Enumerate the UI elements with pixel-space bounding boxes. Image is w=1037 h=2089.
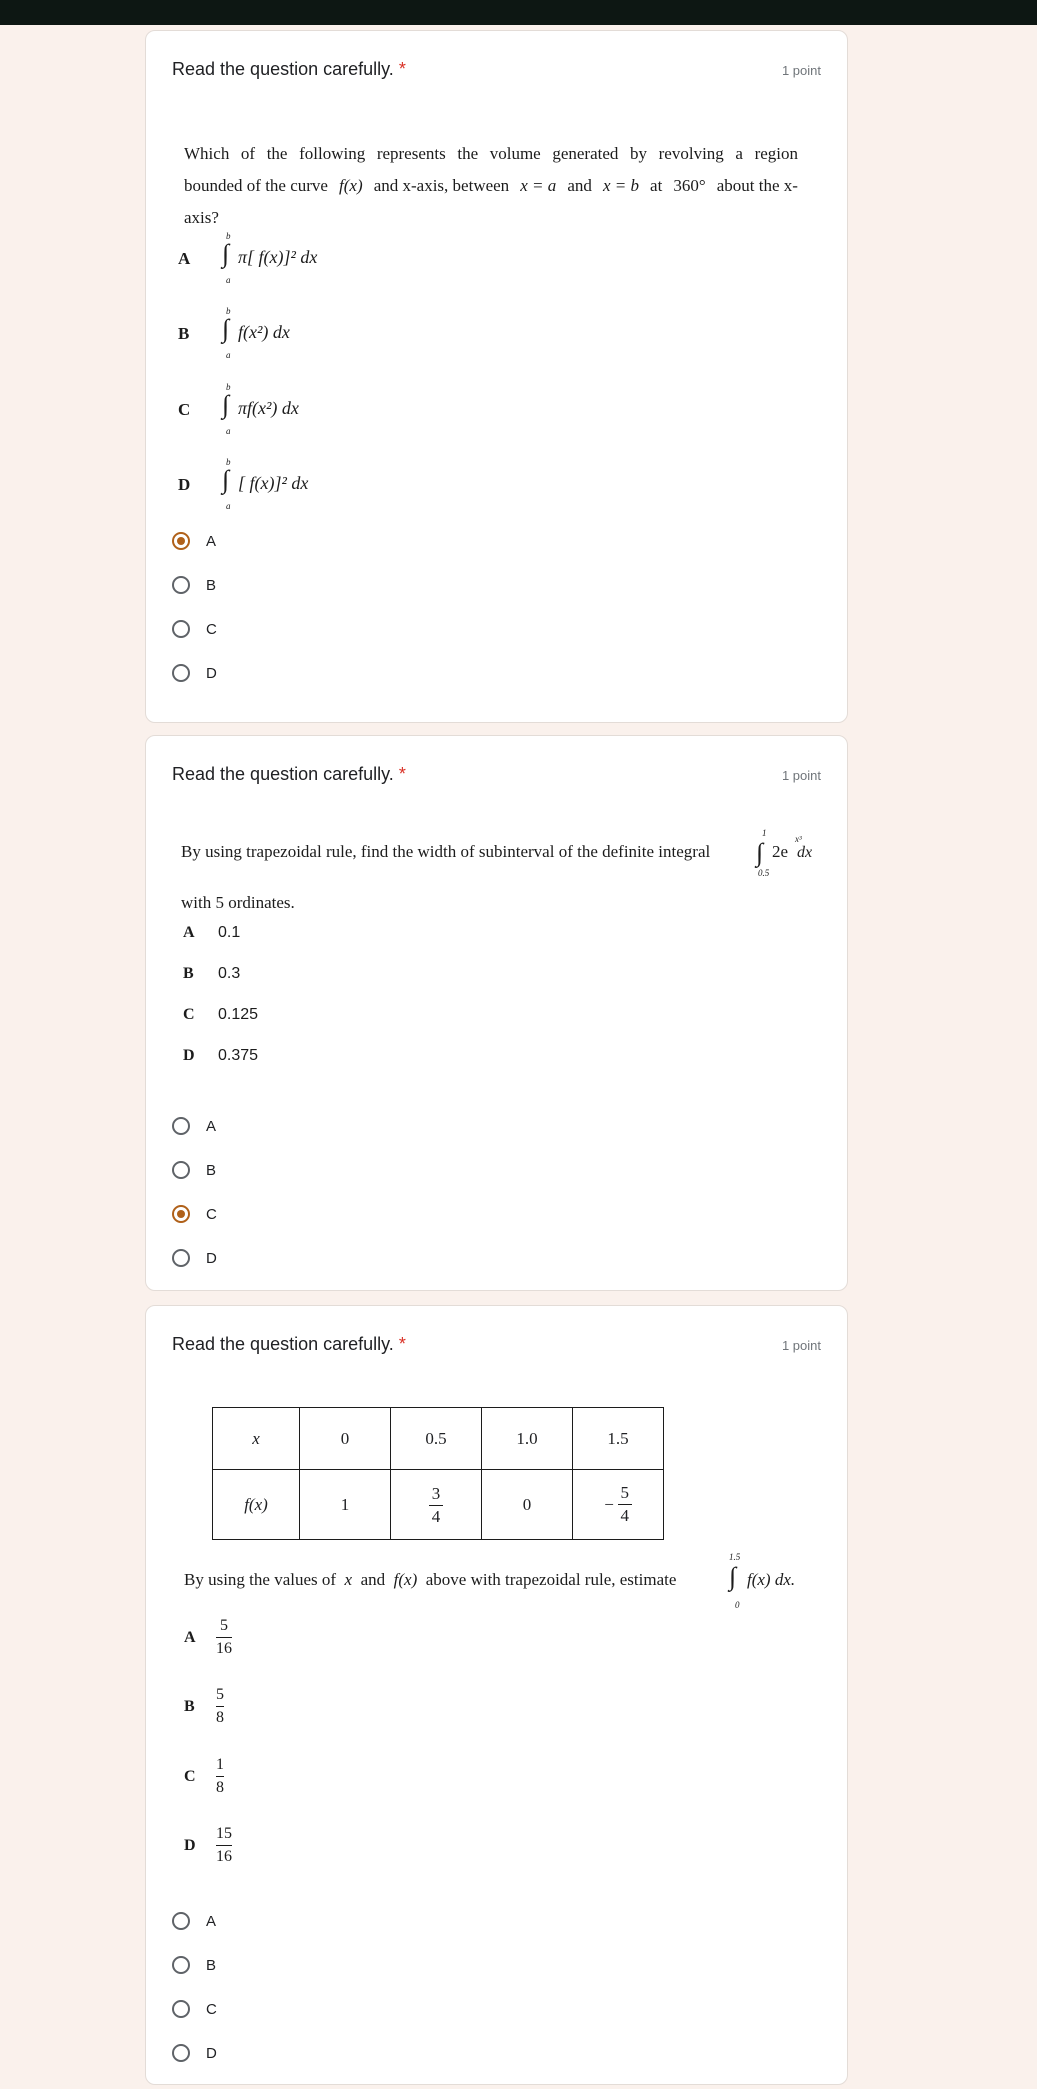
radio-choice-b[interactable]: B bbox=[172, 1155, 216, 1185]
required-asterisk: * bbox=[398, 59, 406, 79]
radio-button[interactable] bbox=[172, 1912, 190, 1930]
option-d: D 15 16 bbox=[184, 1825, 232, 1865]
radio-button[interactable] bbox=[172, 1205, 190, 1223]
radio-choice-c[interactable]: C bbox=[172, 1199, 217, 1229]
option-b: B 0.3 bbox=[183, 965, 241, 982]
option-d: D 0.375 bbox=[183, 1047, 259, 1064]
required-asterisk: * bbox=[398, 1334, 406, 1354]
question-text: Which of the following represents the volume generated by revolving a region bounded of the curve f(x) and x-axis, between x = a and x = b at 360° about the x- axis? bbox=[184, 144, 798, 227]
radio-choice-a[interactable]: A bbox=[172, 526, 216, 556]
radio-button[interactable] bbox=[172, 664, 190, 682]
option-c: C 0.125 bbox=[183, 1006, 259, 1023]
radio-choice-a[interactable]: A bbox=[172, 1906, 216, 1936]
option-a: A 0.1 bbox=[183, 924, 241, 941]
radio-choice-d[interactable]: D bbox=[172, 2038, 217, 2068]
option-c: C b ∫ a πf(x²) dx bbox=[178, 382, 299, 436]
values-table bbox=[212, 1407, 664, 1540]
option-a: A b ∫ a π[ f(x)]² dx bbox=[178, 231, 318, 285]
radio-choice-c[interactable]: C bbox=[172, 1994, 217, 2024]
radio-choice-b[interactable]: B bbox=[172, 570, 216, 600]
radio-button[interactable] bbox=[172, 576, 190, 594]
question-title: Read the question carefully. * bbox=[172, 59, 406, 79]
required-asterisk: * bbox=[398, 764, 406, 784]
points-label: 1 point bbox=[781, 1338, 821, 1353]
table-row: f(x) 1 $\frac{3}{4}$ 0 − 5 4 bbox=[213, 1470, 664, 1540]
radio-button[interactable] bbox=[172, 2000, 190, 2018]
radio-button[interactable] bbox=[172, 1161, 190, 1179]
radio-choice-d[interactable]: D bbox=[172, 658, 217, 688]
question-text-2: with 5 ordinates. bbox=[181, 893, 295, 912]
option-d: D b ∫ a [ f(x)]² dx bbox=[178, 457, 309, 511]
question-title: Read the question carefully. * bbox=[172, 764, 406, 784]
radio-choice-b[interactable]: B bbox=[172, 1950, 216, 1980]
question-card-2 bbox=[145, 735, 848, 1291]
table-row: x 0 0.5 1.0 1.5 bbox=[213, 1408, 664, 1470]
option-c: C 1 8 bbox=[184, 1756, 224, 1796]
radio-choice-d[interactable]: D bbox=[172, 1243, 217, 1273]
top-bar bbox=[0, 0, 1037, 25]
points-label: 1 point bbox=[781, 63, 821, 78]
radio-button[interactable] bbox=[172, 1249, 190, 1267]
question-card-3 bbox=[145, 1305, 848, 2085]
question-text: By using trapezoidal rule, find the width of subinterval of the definite integral 1 ∫ 0.5 2e x³ dx bbox=[181, 828, 813, 878]
radio-choice-a[interactable]: A bbox=[172, 1111, 216, 1141]
radio-button[interactable] bbox=[172, 2044, 190, 2062]
radio-button[interactable] bbox=[172, 1956, 190, 1974]
question-title: Read the question carefully. * bbox=[172, 1334, 406, 1354]
radio-button[interactable] bbox=[172, 620, 190, 638]
question-card-1 bbox=[145, 30, 848, 723]
option-b: B b ∫ a f(x²) dx bbox=[178, 306, 290, 360]
question-text: By using the values of x and f(x) above with trapezoidal rule, estimate 1.5 ∫ 0 f(x) dx. bbox=[184, 1552, 796, 1610]
option-b: B 5 8 bbox=[184, 1686, 224, 1726]
radio-button[interactable] bbox=[172, 1117, 190, 1135]
radio-choice-c[interactable]: C bbox=[172, 614, 217, 644]
option-a: A 5 16 bbox=[184, 1617, 232, 1657]
radio-button[interactable] bbox=[172, 532, 190, 550]
points-label: 1 point bbox=[781, 768, 821, 783]
